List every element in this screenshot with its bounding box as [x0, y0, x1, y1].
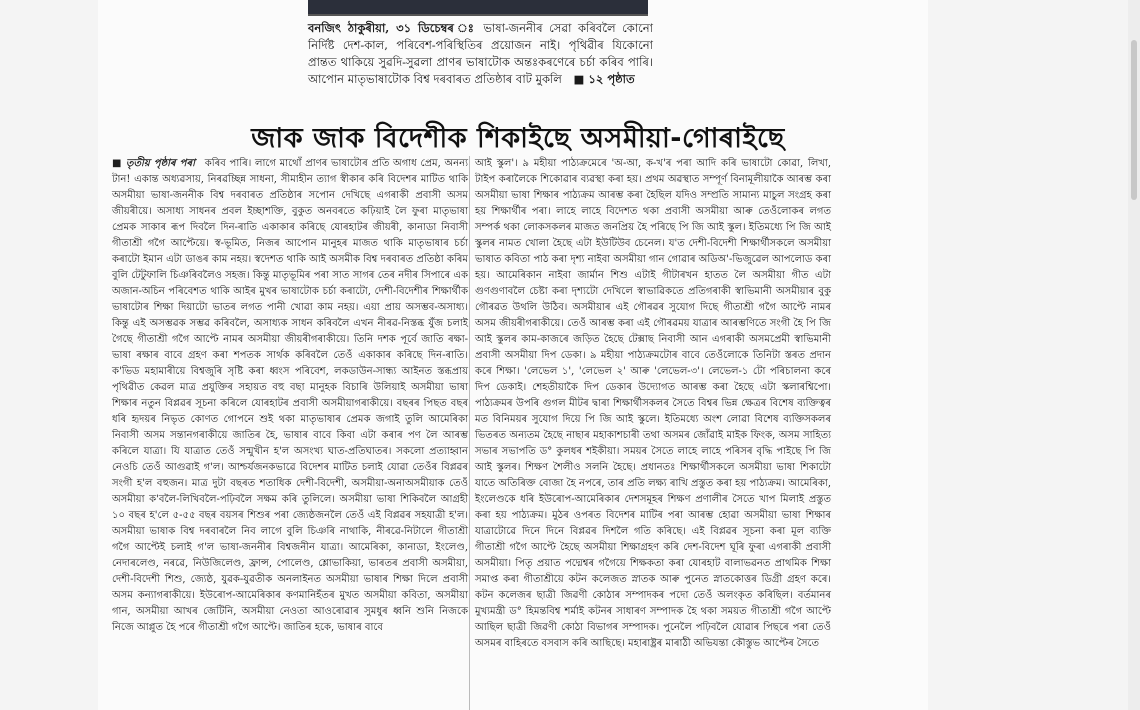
article-column-right: [475, 156, 831, 652]
top-photo-strip: [308, 0, 648, 16]
intro-paragraph: [308, 20, 653, 88]
intro-text: ভাষা-জননীৰ সেৱা কৰিবলৈ কোনো নিৰ্দিষ্ট দেশ-কাল, পৰিবেশ-পৰিস্থিতিৰ প্ৰয়োজন নাই। পৃথিৱীৰ যিকোনো প্ৰান্তত থাকিয়ে সুৱদি-সুৱলা প্ৰাণৰ ভাষাটোক অন্তঃকৰণেৰে চৰ্চা কৰিব পাৰি। আপোন মাতৃভাষাটোক বিশ্ব দৰবাৰত প্ৰতিষ্ঠাৰ বাট মুকলি: [308, 21, 654, 86]
vertical-scrollbar[interactable]: [1128, 0, 1140, 710]
article-column-left: [112, 156, 468, 636]
right-column-text: আই স্কুল'। ৯ মহীয়া পাঠ্যক্ৰমেৰে 'অ-আ, ক-খ'ৰ পৰা আদি কৰি ভাষাটো কোৱা, লিখা, টাইপ কৰালৈকে শিকোৱাৰ ব্যৱস্থা কৰা হয়। প্ৰথম অৱস্থাত সম্পূৰ্ণ বিনামূলীয়াকৈ আৰম্ভ কৰা অসমীয়া ভাষা শিক্ষাৰ পাঠ্যক্ৰম আৰম্ভ কৰা হৈছিল যদিও সম্প্ৰতি সামান্য মাচুল সংগ্ৰহ কৰা হয় শিক্ষাৰ্থীৰ পৰা। লাহে লাহে বিদেশত থকা প্ৰবাসী অসমীয়া আৰু তেওঁলোকৰ লগত সম্পৰ্ক থকা লোকসকলৰ মাজত জনপ্ৰিয় হৈ পৰিছে পি জি আই স্কুল। ইতিমধ্যে পি জি আই স্কুলৰ নামত খোলা হৈছে এটা ইউটিউব চেনেল। য'ত দেশী-বিদেশী শিক্ষাৰ্থীসকলে অসমীয়া ভাষাত কবিতা পাঠ কৰা দৃশ্য নাইবা অসমীয়া গান গোৱাৰ অডিঅ'-ভিজুৱেল আপলোড কৰা হয়। আমেৰিকান নাইবা জাৰ্মান শিশু এটাই গীটাৰখন হাতত লৈ অসমীয়া গীত এটা গুণগুণাবলৈ চেষ্টা কৰা দৃশ্যটো দেখিলে স্বাভাৱিকতে প্ৰতিগৰাকী স্বাভিমানী অসমীয়াৰ বুকু গৌৰৱত উথলি উঠিব। অসমীয়াৰ এই গৌৰৱৰ সুযোগ দিছে গীতাশ্ৰী গগৈ আপ্টে নামৰ অসম জীয়ৰীগৰাকীয়ে। তেওঁ আৰম্ভ কৰা এই গৌৰৱময় যাত্ৰাৰ আৰম্ভণিতে সংগী হৈ পি জি আই স্কুলৰ কাম-কাজৰে জড়িত হৈছে টেক্সাছ নিবাসী আন এগৰাকী অসমপ্ৰেমী স্বাভিমানী প্ৰবাসী অসমীয়া দিপ ডেকা। ৯ মহীয়া পাঠ্যক্ৰমটোৰ বাবে তেওঁলোকে তিনিটা স্তৰত প্ৰদান কৰে শিক্ষা। 'লেভেল ১', 'লেভেল ২' আৰু 'লেভেল-৩'। লেভেল-১ টো পৰিচালনা কৰে দিপ ডেকাই। শেহতীয়াকৈ দিপ ডেকাৰ উদ্যোগত আৰম্ভ কৰা হৈছে এটা স্কলাৰশ্বিপো। পাঠ্যক্ৰমৰ উপৰি গুগল মীটৰ দ্বাৰা শিক্ষাৰ্থীসকলৰ সৈতে বিশ্বৰ ভিন্ন ক্ষেত্ৰৰ বিশেষ ব্যক্তিত্বৰ মত বিনিময়ৰ সুযোগ দিয়ে পি জি আই স্কুলে। ইতিমধ্যে অংশ লোৱা বিশেষ ব্যক্তিসকলৰ ভিতৰত অন্যতম হৈছে নাছাৰ মহাকাশচাৰী তথা অসমৰ জোঁৱাই মাইক ফিংক, অসম সাহিত্য সভাৰ সভাপতি ড° কুলধৰ শইকীয়া। সময়ৰ সৈতে লাহে লাহে পৰিসৰ বৃদ্ধি পাইছে পি জি আই স্কুলৰ। শিক্ষণ শৈলীও সলনি হৈছে। প্ৰধানতঃ শিক্ষাৰ্থীসকলে অসমীয়া ভাষা শিকাটো যাতে অতিৰিক্ত বোজা হৈ নপৰে, তাৰ প্ৰতি লক্ষ্য ৰাখি প্ৰস্তুত কৰা হয় পাঠ্যক্ৰম। আমেৰিকা, ইংলেণ্ডকে ধৰি ইউৰোপ-আমেৰিকাৰ দেশসমূহৰ শিক্ষণ প্ৰণালীৰ সৈতে খাপ মিলাই প্ৰস্তুত কৰা হয় পাঠ্যক্ৰম। মুঠৰ ওপৰত বিদেশৰ মাটিৰ পৰা আৰম্ভ হোৱা অসমীয়া ভাষা শিক্ষাৰ যাত্ৰাটোৱে দিনে দিনে বিপ্লৱৰ দিশলৈ গতি কৰিছে। এই বিপ্লৱৰ সূচনা কৰা মূল ব্যক্তি গীতাশ্ৰী গগৈ আপ্টে হৈছে অসমীয়া শিক্ষাগ্ৰহণ কৰি দেশ-বিদেশ ঘূৰি ফুৰা এগৰাকী প্ৰবাসী অসমীয়া। পিতৃ প্ৰয়াত পদ্মেশ্বৰ গগৈয়ে শিক্ষকতা কৰা যোৰহাট বালাভৱনত প্ৰাথমিক শিক্ষা সমাপ্ত কৰা গীতাশ্ৰীয়ে কটন কলেজত স্নাতক আৰু পুনেত স্নাতকোত্তৰ ডিগ্ৰী গ্ৰহণ কৰে। কটন কলেজৰ ছাত্ৰী জিৱণী কোঠাৰ সম্পাদকৰ পদো তেওঁ অলংকৃত কৰিছিল। বৰ্তমানৰ মুখ্যমন্ত্ৰী ড° হিমন্তবিশ্ব শৰ্মাই কটনৰ সাধাৰণ সম্পাদক হৈ থকা সময়ত গীতাশ্ৰী গগৈ আপ্টে আছিল ছাত্ৰী জিৱণী কোঠা বিভাগৰ সম্পাদক। পুনেলৈ পঢ়িবলৈ যোৱাৰ পিছৰে পৰা তেওঁ অসমৰ বাহিৰতে বসবাস কৰি আছিছে। মহাৰাষ্ট্ৰৰ মাৰাঠী অভিযন্তা কৌস্তুভ আপ্টেৰ সৈতে: [475, 158, 831, 649]
byline: বনজিৎ ঠাকুৰীয়া, ৩১ ডিচেম্বৰ ঃ: [308, 21, 477, 35]
scrollbar-thumb[interactable]: [1131, 40, 1137, 200]
newspaper-page: [98, 0, 928, 710]
left-column-text: কৰিব পাৰি। লাগে মাথোঁ প্ৰাণৰ ভাষাটোৰ প্ৰতি অগাধ প্ৰেম, অনন্য টান! একান্ত অধ্যৱসায়, নিৰৱচ্ছিন্ন সাধনা, সীমাহীন ত্যাগ স্বীকাৰ কৰি বিদেশৰ মাটিত থাকি অসমীয়া ভাষা-জননীক বিশ্ব দৰবাৰত প্ৰতিষ্ঠাৰ সপোন দেখিছে এগৰাকী প্ৰবাসী অসম জীয়ৰীয়ে। অসাধ্য সাধনৰ প্ৰবল ইচ্ছাশক্তি, বুকুত অনবৰতে কঢ়িয়াই লৈ ফুৰা মাতৃভাষা প্ৰেমক সাকাৰ ৰূপ দিবলৈ দিন-ৰাতি একাকাৰ কৰিছে যোৰহাটৰ জীয়ৰী, কানাডা নিবাসী গীতাশ্ৰী গগৈ আপ্টেয়ে। স্ব-ভূমিত, নিজৰ আপোন মানুহৰ মাজত থাকি মাতৃভাষাৰ চৰ্চা কৰাটো ইমান এটা ডাঙৰ কাম নহয়। স্বদেশত থাকি আই অসমীক বিশ্ব দৰবাৰত প্ৰতিষ্ঠা কৰিম বুলি টেটুফালি চিঞৰিবলৈও সহজ। কিন্তু মাতৃভূমিৰ পৰা সাত সাগৰ তেৰ নদীৰ সিপাৰে এক অজান-অচিন পৰিবেশত থাকি আইৰ মুখৰ ভাষাটোক চৰ্চা কৰাটো, দেশী-বিদেশীৰ শিক্ষাৰ্থীক ভাষাটোৰ শিক্ষা দিয়াটো ভাতৰ লগত পানী খোৱা কাম নহয়। এয়া প্ৰায় অসম্ভব-অসাধ্য। কিন্তু এই অসম্ভৱক সম্ভৱ কৰিবলৈ, অসাধ্যক সাধন কৰিবলৈ এখন নীৰৱ-নিস্তব্ধ যুঁজ চলাই গৈছে গীতাশ্ৰী গগৈ আপ্টে নামৰ অসমীয়া জীয়ৰীগৰাকীয়ে। তিনি দশক পূৰ্বে জাতি ৰক্ষা-ভাষা ৰক্ষাৰ বাবে গ্ৰহণ কৰা শপতক সাৰ্থক কৰিবলৈ তেওঁ একাকাৰ কৰিছে দিন-ৰাতি। ক'ভিড মহামাৰীয়ে বিশ্বজুৰি সৃষ্টি কৰা ধ্বংস পৰিবেশ, লকডাউন-সান্ধ্য আইনত স্তব্ধপ্ৰায় পৃথিৱীত কেৱল মাত্ৰ প্ৰযুক্তিৰ সহায়ত বহু বছা মানুহক বিচাৰি উলিয়াই অসমীয়া ভাষা শিক্ষাৰ নতুন বিপ্লৱৰ সূচনা কৰিলে যোৰহাটৰ প্ৰবাসী অসমীয়াগৰাকীয়ে। বছৰৰ পিছত বছৰ ধৰি হৃদয়ৰ নিভৃত কোণত গোপনে শুই থকা মাতৃভাষাৰ প্ৰেমক জগাই তুলি আমেৰিকা নিবাসী অসম সন্তানগৰাকীয়ে জাতিৰ হৈ, ভাষাৰ বাবে কিবা এটা কৰাৰ পণ লৈ আৰম্ভ কৰিলে যাত্ৰা। যি যাত্ৰাত তেওঁ সন্মুখীন হ'ল অসংখ্য ঘাত-প্ৰতিঘাতৰ। সকলো প্ৰত্যাহ্বান নেওচি তেওঁ আগুৱাই গ'ল। আশ্চৰ্যজনকভাৱে বিদেশৰ মাটিত চলাই যোৱা তেওঁৰ বিপ্লৱৰ সংগী হ'ল বহুজন। মাত্ৰ দুটা বছৰত শতাধিক দেশী-বিদেশী, অসমীয়া-অনাঅসমীয়াক তেওঁ অসমীয়া ক'বলৈ-লিখিবলৈ-পঢ়িবলৈ সক্ষম কৰি তুলিলে। অসমীয়া ভাষা শিকিবলৈ আগ্ৰহী ১০ বছৰ হ'লে ৫-৫৫ বছৰ বয়সৰ শিশুৰ পৰা জ্যেষ্ঠজনলৈ তেওঁ এই বিপ্লৱৰ সহযাত্ৰী হ'ল। অসমীয়া ভাষাক বিশ্ব দৰবাৰলৈ নিব লাগে বুলি চিঞৰি নাথাকি, নীৰৱে-নিটালে গীতাশ্ৰী গগৈ আপ্টেই চলাই গ'ল ভাষা-জননীৰ বিশ্বজনীন যাত্ৰা। আমেৰিকা, কানাডা, ইংলেণ্ড, নেদাৰলেণ্ড, নৰৱে, নিউজিলেণ্ড, ফ্ৰান্স, পোলেণ্ড, শ্লোভাকিয়া, ভাৰতৰ প্ৰবাসী অসমীয়া, দেশী-বিদেশী শিশু, জ্যেষ্ঠ, যুৱক-যুৱতীক অনলাইনত অসমীয়া ভাষাৰ শিক্ষা দিলে প্ৰবাসী অসম কন্যাগৰাকীয়ে। ইউৰোপ-আমেৰিকাৰ কণমানিহঁতৰ মুখত অসমীয়া কবিতা, অসমীয়া গান, অসমীয়া আখৰ জেটিনি, অসমীয়া নেওতা আওৰোৱাৰ সুমধুৰ ধ্বনি শুনি নিজকে নিজে আপ্লুত হৈ পৰে গীতাশ্ৰী গগৈ আপ্টে। জাতিৰ হকে, ভাষাৰ বাবে: [112, 158, 468, 633]
continued-label: ■ তৃতীয় পৃষ্ঠাৰ পৰা: [112, 158, 196, 169]
headline: জাক জাক বিদেশীক শিকাইছে অসমীয়া-গোৰাইছে: [251, 123, 785, 154]
column-divider: [469, 156, 470, 710]
page-reference: ■ ১২ পৃষ্ঠাত: [573, 72, 635, 86]
